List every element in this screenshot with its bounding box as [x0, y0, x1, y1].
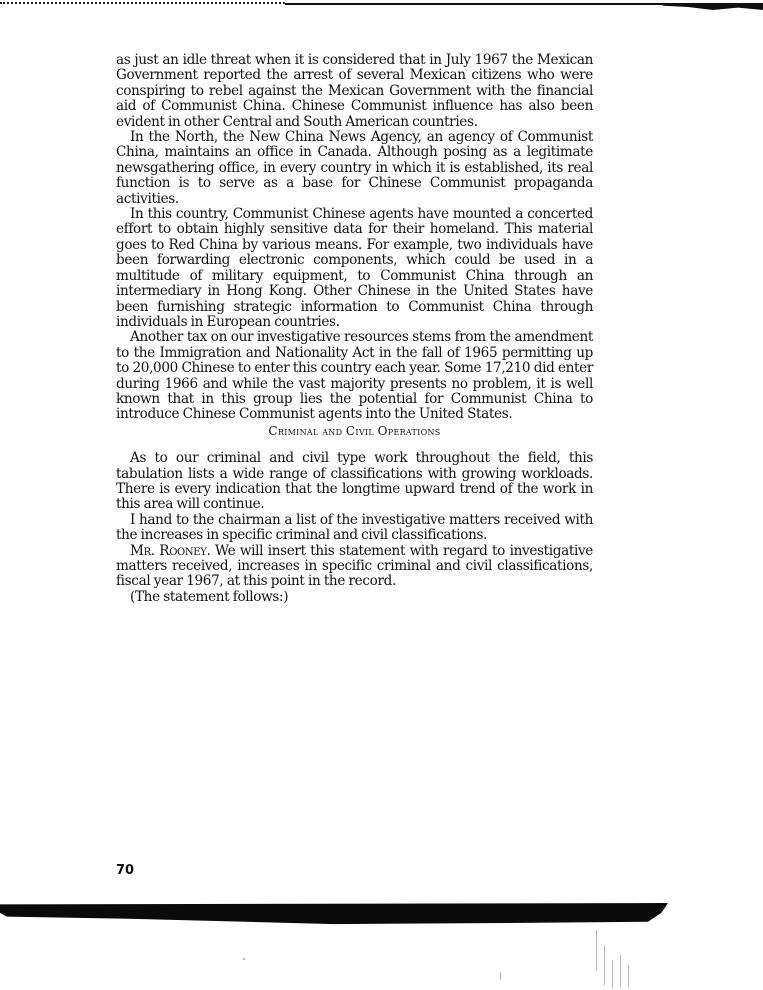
scan-speck [612, 960, 613, 988]
paragraph-mr-rooney [116, 544, 593, 590]
scan-speck [620, 955, 621, 987]
scan-speck [596, 930, 597, 970]
scan-speck [243, 958, 245, 960]
paragraph-immigration: Another tax on our investigative resources stems from the amendment to the Immigration and Nationality Act in the fall of 1965 permitting up to 20,000 Chinese to enter this country each year. Some 17,210 did enter during 1966 and while the vast majority presents no problem, it is well known that in this group lies the potential for Communist China to introduce Chinese Communist agents into the United States. [116, 329, 593, 423]
page-number: 70 [116, 863, 135, 878]
scan-speck [500, 972, 501, 980]
bottom-scan-border [0, 903, 668, 925]
top-dotted-rule [0, 2, 285, 4]
top-scan-border [0, 2, 763, 8]
section-heading: Criminal and Civil Operations [268, 423, 441, 438]
paragraph-criminal-civil-work: As to our criminal and civil type work throughout the field, this tabulation lists a wide range of classifications with growing workloads. There is every indication that the longtime upward trend of the work in this area will continue. [116, 450, 593, 513]
paragraph-mexico: as just an idle threat when it is considered that in July 1967 the Mexican Government reported the arrest of several Mexican citizens who were conspiring to rebel against the Mexican Government with the financial aid of Communist China. Chinese Communist influence has also been evident in other Central and South American countries. [116, 52, 593, 130]
scan-speck [628, 965, 629, 987]
speaker-text: We will insert this statement with regard to investigative matters received, increases in specific criminal and civil classifications, fiscal year 1967, at this point in the record. [116, 542, 593, 590]
top-ink-smudge [663, 4, 763, 10]
paragraph-statement-follows: (The statement follows:) [130, 588, 289, 605]
document-body [116, 53, 593, 605]
paragraph-hand-to-chairman: I hand to the chairman a list of the investigative matters received with the increases in specific criminal and civil classifications. [116, 511, 593, 544]
scan-speck [604, 945, 605, 985]
paragraph-communist-agents: In this country, Communist Chinese agents have mounted a concerted effort to obtain highly sensitive data for their homeland. This material goes to Red China by various means. For example, two individuals have been forwarding electronic components, which could be used in a multitude of military equipment, to Communist China through an intermediary in Hong Kong. Other Chinese in the United States have been furnishing strategic information to Communist China through individuals in European countries. [116, 206, 593, 330]
paragraph-new-china-news-agency: In the North, the New China News Agency, an agency of Communist China, maintains an office in Canada. Although posing as a legitimate newsgathering office, in every country in which it is established, its real function is to serve as a base for Chinese Communist propaganda activities. [116, 129, 593, 207]
speaker-name: Mr. Rooney. [130, 542, 211, 559]
